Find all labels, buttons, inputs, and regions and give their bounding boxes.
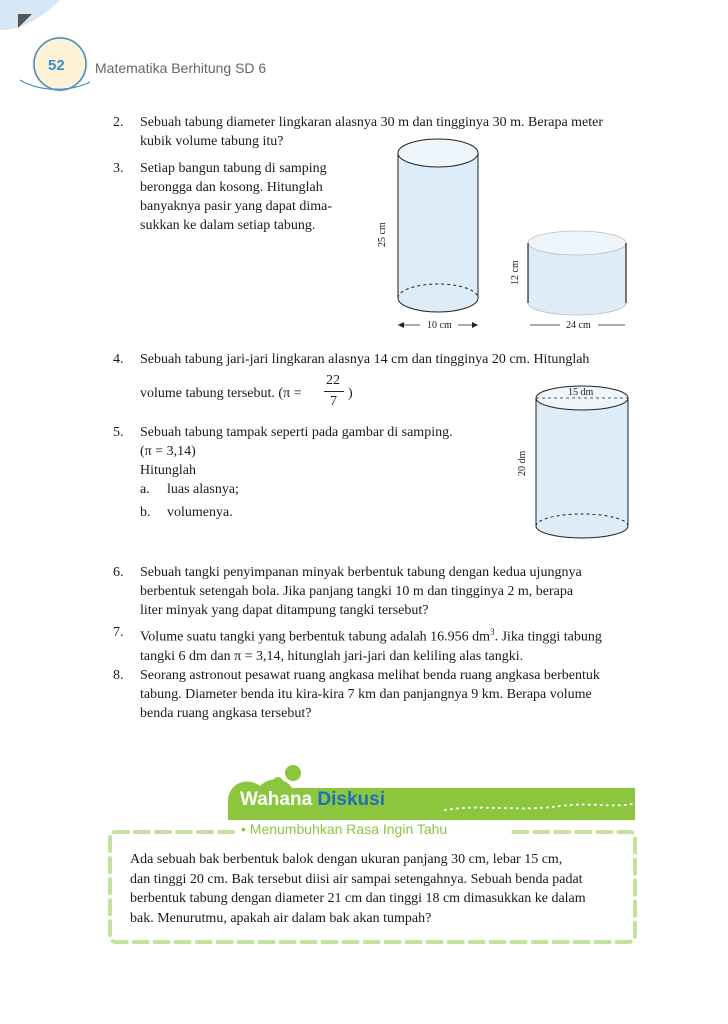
- cylinder-1: [398, 139, 478, 312]
- page-number: 52: [48, 57, 65, 74]
- cylinder-1-height-label: 25 cm: [377, 222, 388, 247]
- cylinder-3-height-label: 20 dm: [517, 450, 528, 476]
- question-line: tabung. Diameter benda itu kira-kira 7 km dan panjangnya 9 km. Berapa volume: [140, 687, 592, 702]
- fraction-denominator: 7: [330, 394, 337, 409]
- discussion-line: dan tinggi 20 cm. Bak tersebut diisi air sampai setengahnya. Sebuah benda padat: [130, 871, 583, 887]
- discussion-line: bak. Menurutmu, apakah air dalam bak akan tumpah?: [130, 910, 432, 926]
- cylinder-2-diameter-label: 24 cm: [566, 320, 591, 331]
- question-line: Seorang astronout pesawat ruang angkasa melihat benda ruang angkasa berbentuk: [140, 668, 600, 683]
- discussion-title: Wahana Diskusi: [240, 789, 386, 810]
- question-line: Sebuah tangki penyimpanan minyak berbentuk tabung dengan kedua ujungnya: [140, 565, 582, 580]
- question-line: Volume suatu tangki yang berbentuk tabung adalah 16.956 $dm^3$. Jika tinggi tabung: [140, 627, 602, 645]
- question-line: kubik volume tabung itu?: [140, 134, 284, 149]
- question-line: Sebuah tabung tampak seperti pada gambar di samping.: [140, 425, 453, 440]
- question-line: Sebuah tabung jari-jari lingkaran alasnya 14 cm dan tingginya 20 cm. Hitunglah: [140, 352, 590, 367]
- discussion-subtitle: • Menumbuhkan Rasa Ingin Tahu: [241, 821, 448, 837]
- cylinder-2: [528, 231, 626, 315]
- question-number: 8.: [113, 668, 124, 683]
- question-number: 5.: [113, 425, 124, 440]
- formula-suffix: ): [348, 386, 353, 401]
- question-line: berbentuk setengah bola. Jika panjang tangki 10 m dan tingginya 2 m, berapa: [140, 584, 574, 599]
- cylinder-2-height-label: 12 cm: [510, 260, 521, 285]
- formula-prefix: volume tabung tersebut. (π =: [140, 386, 302, 401]
- question-line: Hitunglah: [140, 463, 196, 478]
- question-line: banyaknya pasir yang dapat dima-: [140, 199, 333, 214]
- cylinder-3: [536, 386, 628, 538]
- question-number: 3.: [113, 161, 124, 176]
- book-title: Matematika Berhitung SD 6: [95, 60, 267, 76]
- cylinder-1-diameter-label: 10 cm: [427, 320, 452, 331]
- question-line: tangki 6 dm dan π = 3,14, hitunglah jari-jari dan keliling alas tangki.: [140, 648, 524, 664]
- question-line: berongga dan kosong. Hitunglah: [140, 180, 323, 195]
- sub-label: b.: [140, 505, 151, 520]
- question-line: (π = 3,14): [140, 444, 196, 459]
- discussion-body: [130, 850, 618, 928]
- cylinder-figures-q3: [360, 135, 640, 345]
- question-number: 6.: [113, 565, 124, 580]
- discussion-line: berbentuk tabung dengan diameter 21 cm dan tinggi 18 cm dimasukkan ke dalam: [130, 891, 586, 906]
- sub-text: volumenya.: [167, 505, 233, 520]
- question-line: liter minyak yang dapat ditampung tangki tersebut?: [140, 603, 429, 618]
- discussion-line: Ada sebuah bak berbentuk balok dengan ukuran panjang 30 cm, lebar 15 cm,: [130, 852, 563, 867]
- question-number: 2.: [113, 115, 124, 130]
- question-line: Sebuah tabung diameter lingkaran alasnya 30 m dan tingginya 30 m. Berapa meter: [140, 115, 604, 130]
- question-number: 4.: [113, 352, 124, 367]
- question-line: sukkan ke dalam setiap tabung.: [140, 218, 316, 233]
- question-line: benda ruang angkasa tersebut?: [140, 706, 312, 721]
- cylinder-figure-q5: [510, 380, 640, 550]
- question-line: Setiap bangun tabung di samping: [140, 161, 327, 176]
- page-corner-decoration: [0, 0, 110, 110]
- sub-label: a.: [140, 482, 150, 497]
- sub-text: luas alasnya;: [167, 482, 239, 497]
- fraction-numerator: 22: [326, 373, 340, 388]
- question-number: 7.: [113, 625, 124, 640]
- cylinder-3-diameter-label: 15 dm: [568, 387, 594, 398]
